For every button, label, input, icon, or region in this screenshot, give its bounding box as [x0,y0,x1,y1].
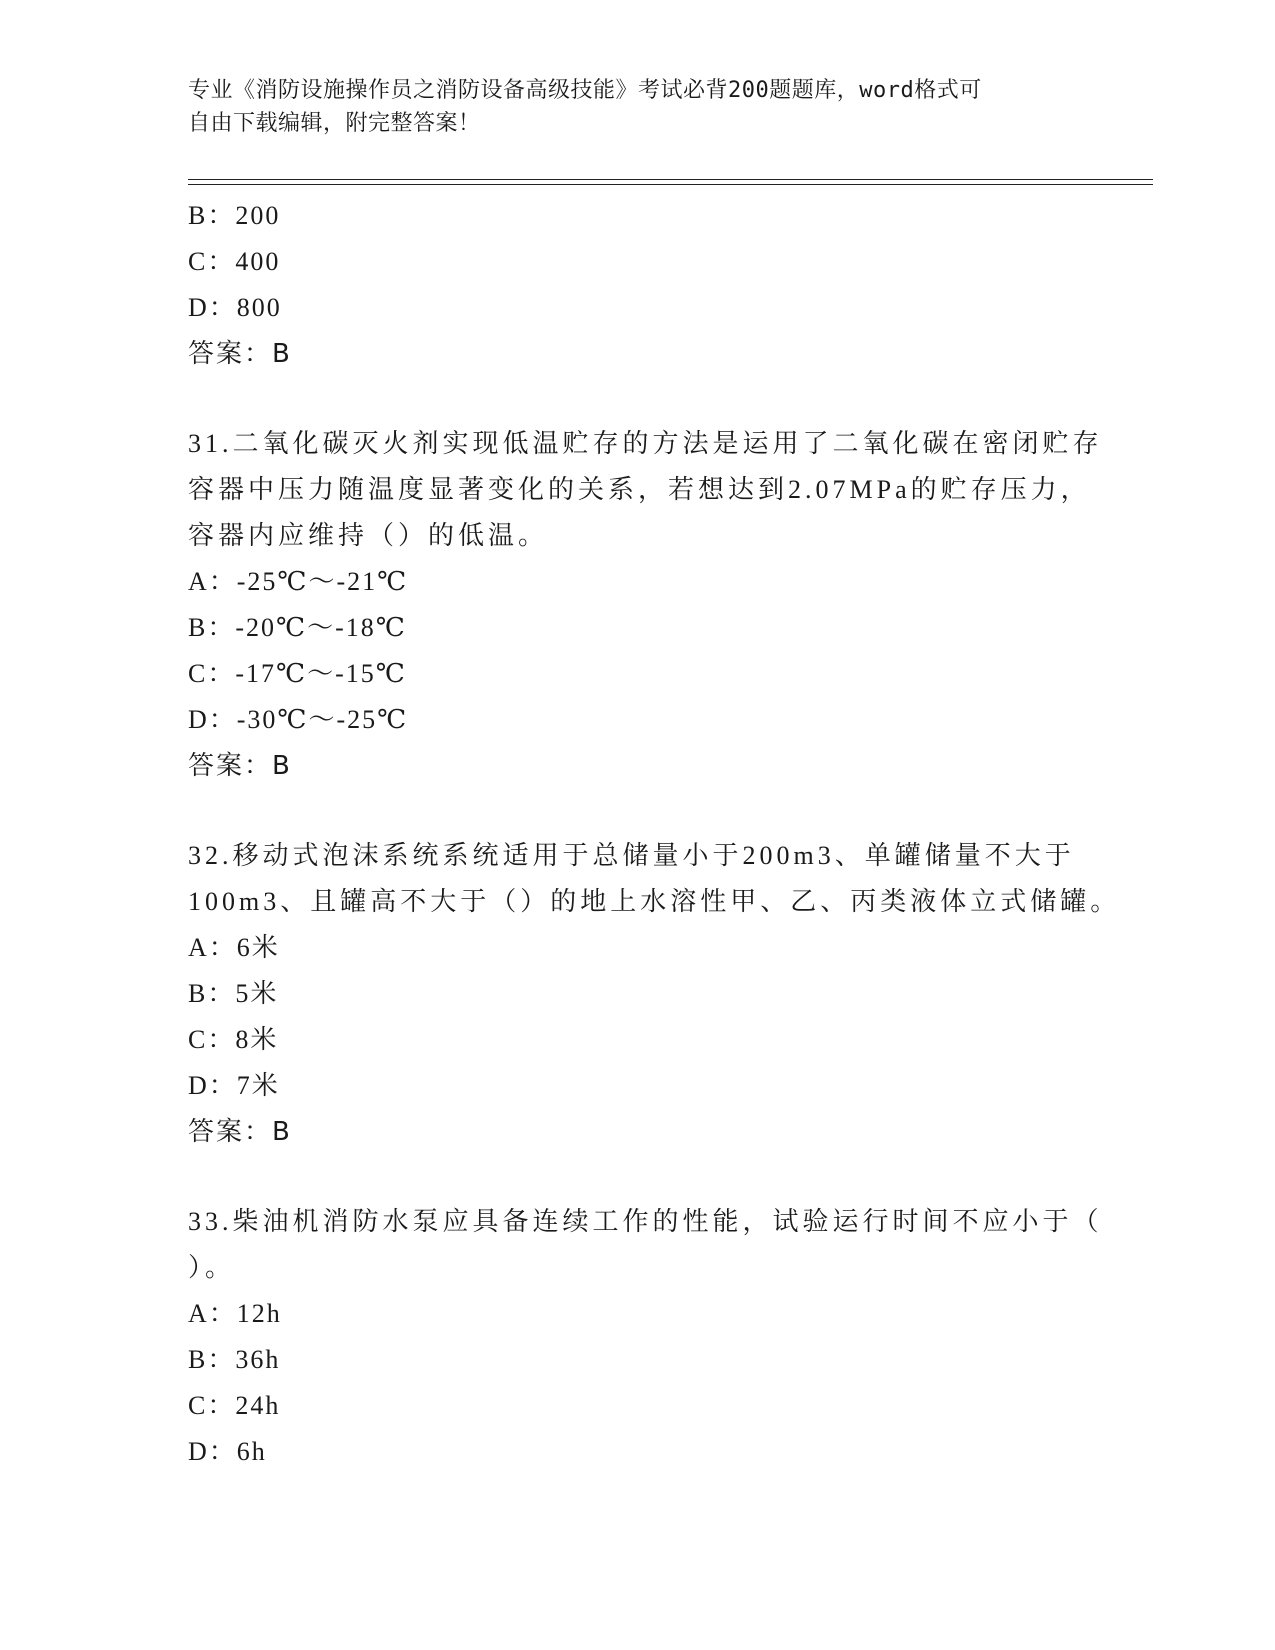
option-d: D：-30℃～-25℃ [188,705,409,734]
question-text-line: 100m3、且罐高不大于（）的地上水溶性甲、乙、丙类液体立式储罐。 [188,887,1121,916]
option-b: B：36h [188,1345,281,1374]
question-text-line: 33.柴油机消防水泵应具备连续工作的性能，试验运行时间不应小于（ [188,1207,1103,1236]
option-c: C：-17℃～-15℃ [188,659,407,688]
option-c: C：8米 [188,1025,279,1054]
option-d: D：6h [188,1437,267,1466]
question-text-line: 31.二氧化碳灭火剂实现低温贮存的方法是运用了二氧化碳在密闭贮存 [188,429,1103,458]
question-text-line: ）。 [188,1253,236,1282]
answer-line: 答案：B [188,339,292,369]
question-32 [188,833,1121,1155]
header-line-2: 自由下载编辑，附完整答案！ [188,111,481,136]
question-text-line: 容器内应维持（）的低温。 [188,521,549,550]
option-d: D：800 [188,293,282,322]
option-a: A：12h [188,1299,282,1328]
header-line-1: 专业《消防设施操作员之消防设备高级技能》考试必背200题题库，word格式可 [188,78,982,103]
option-b: B：5米 [188,979,279,1008]
document-header [188,74,1068,140]
header-divider-bottom [188,184,1153,185]
option-c: C：24h [188,1391,281,1420]
option-a: A：6米 [188,933,280,962]
question-content [188,193,1121,1475]
option-c: C：400 [188,247,281,276]
answer-line: 答案：B [188,1117,292,1147]
question-33 [188,1199,1103,1475]
answer-line: 答案：B [188,751,292,781]
option-d: D：7米 [188,1071,280,1100]
question-text-line: 容器中压力随温度显著变化的关系，若想达到2.07MPa的贮存压力， [188,475,1091,504]
question-text-line: 32.移动式泡沫系统系统适用于总储量小于200m3、单罐储量不大于 [188,841,1075,870]
option-b: B：-20℃～-18℃ [188,613,407,642]
option-b: B：200 [188,201,281,230]
question-30-continuation [188,193,1088,377]
header-divider-top [188,179,1153,180]
option-a: A：-25℃～-21℃ [188,567,409,596]
question-31 [188,421,1103,789]
